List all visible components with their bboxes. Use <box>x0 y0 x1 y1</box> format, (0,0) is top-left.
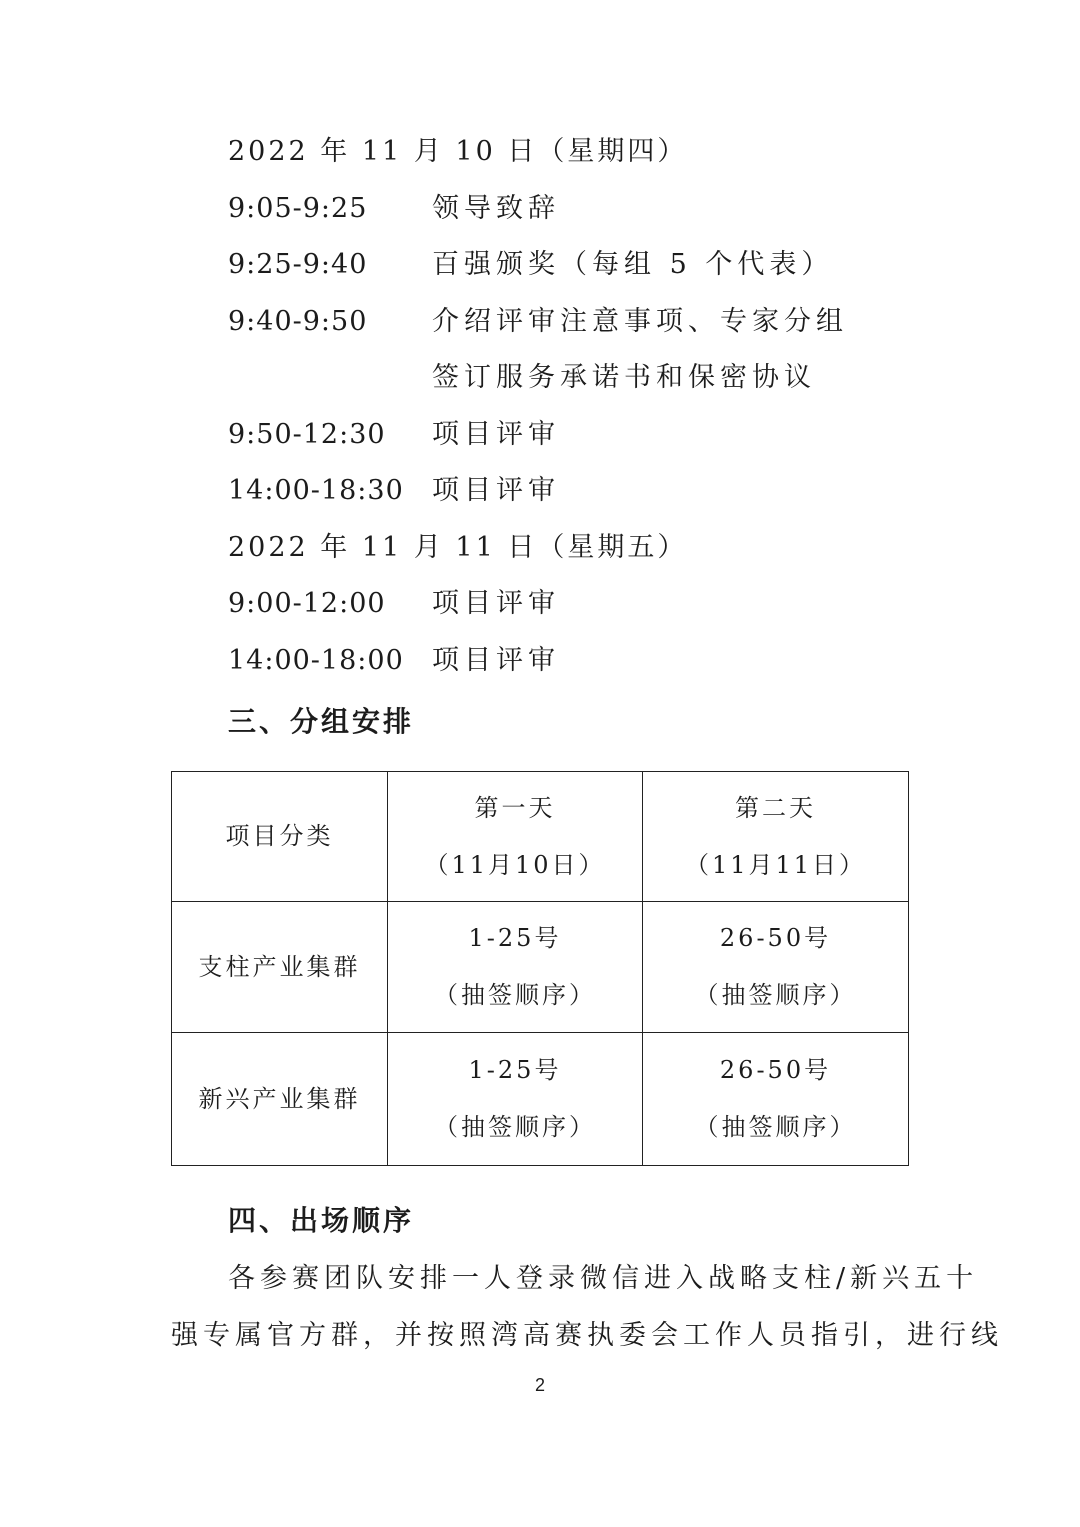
schedule-activity: 百强颁奖（每组 5 个代表） <box>432 249 834 280</box>
header-day2-date: （11月11日） <box>684 850 867 879</box>
schedule-row <box>228 415 560 455</box>
table-cell <box>643 902 909 1033</box>
row-day1-note: （抽签顺序） <box>434 981 596 1009</box>
schedule-activity: 介绍评审注意事项、专家分组 <box>432 306 848 337</box>
row-day1-note: （抽签顺序） <box>434 1113 596 1141</box>
schedule-activity: 领导致辞 <box>432 193 560 224</box>
schedule-time: 9:25-9:40 <box>228 249 368 280</box>
table-cell <box>388 1033 643 1166</box>
table-cell <box>172 902 388 1033</box>
table-cell <box>643 1033 909 1166</box>
table-cell <box>388 772 643 902</box>
header-category: 项目分类 <box>225 822 334 850</box>
day1-header: 2022 年 11 月 10 日（星期四） <box>228 136 688 167</box>
section4-paragraph <box>171 1250 1003 1364</box>
header-day2-label: 第二天 <box>735 793 816 822</box>
row-day2-note: （抽签顺序） <box>694 981 857 1009</box>
row-day1-range: 1-25号 <box>468 924 562 952</box>
row-day2-range: 26-50号 <box>719 1056 832 1084</box>
table-cell <box>172 1033 388 1166</box>
header-day1-label: 第一天 <box>474 793 556 822</box>
day2-header: 2022 年 11 月 11 日（星期五） <box>228 532 688 563</box>
grouping-table <box>171 771 909 1166</box>
schedule-activity: 项目评审 <box>432 475 560 506</box>
row-category: 支柱产业集群 <box>198 952 361 981</box>
paragraph-line: 各参赛团队安排一人登录微信进入战略支柱/新兴五十 <box>228 1263 979 1294</box>
section3-heading: 三、分组安排 <box>228 705 415 738</box>
schedule-time: 9:40-9:50 <box>228 306 368 337</box>
section4-heading: 四、出场顺序 <box>228 1204 415 1237</box>
table-cell <box>643 772 909 902</box>
schedule-activity: 项目评审 <box>432 645 560 676</box>
schedule-time: 14:00-18:30 <box>228 475 404 506</box>
table-header-row <box>172 772 909 902</box>
schedule-time: 14:00-18:00 <box>228 645 404 676</box>
paragraph-line: 强专属官方群，并按照湾高赛执委会工作人员指引，进行线 <box>171 1320 1003 1351</box>
table-row <box>172 902 909 1033</box>
row-day1-range: 1-25号 <box>468 1056 562 1084</box>
schedule-row <box>228 641 560 681</box>
page-number: 2 <box>534 1375 545 1395</box>
header-day1-date: （11月10日） <box>424 850 606 879</box>
table-row <box>172 1033 909 1166</box>
schedule-activity: 项目评审 <box>432 588 560 619</box>
schedule-activity: 项目评审 <box>432 419 560 450</box>
schedule-row <box>228 471 560 511</box>
row-day2-note: （抽签顺序） <box>694 1113 857 1141</box>
schedule-row <box>228 245 833 285</box>
schedule-time: 9:05-9:25 <box>228 193 368 224</box>
schedule-row <box>228 358 816 398</box>
schedule-row <box>228 189 560 229</box>
schedule-time: 9:50-12:30 <box>228 419 386 450</box>
schedule-activity: 签订服务承诺书和保密协议 <box>432 362 816 393</box>
schedule-time: 9:00-12:00 <box>228 588 386 619</box>
schedule-row <box>228 302 848 342</box>
table-cell <box>388 902 643 1033</box>
row-category: 新兴产业集群 <box>198 1084 361 1113</box>
schedule-row <box>228 584 560 624</box>
row-day2-range: 26-50号 <box>719 924 832 952</box>
table-cell <box>172 772 388 902</box>
